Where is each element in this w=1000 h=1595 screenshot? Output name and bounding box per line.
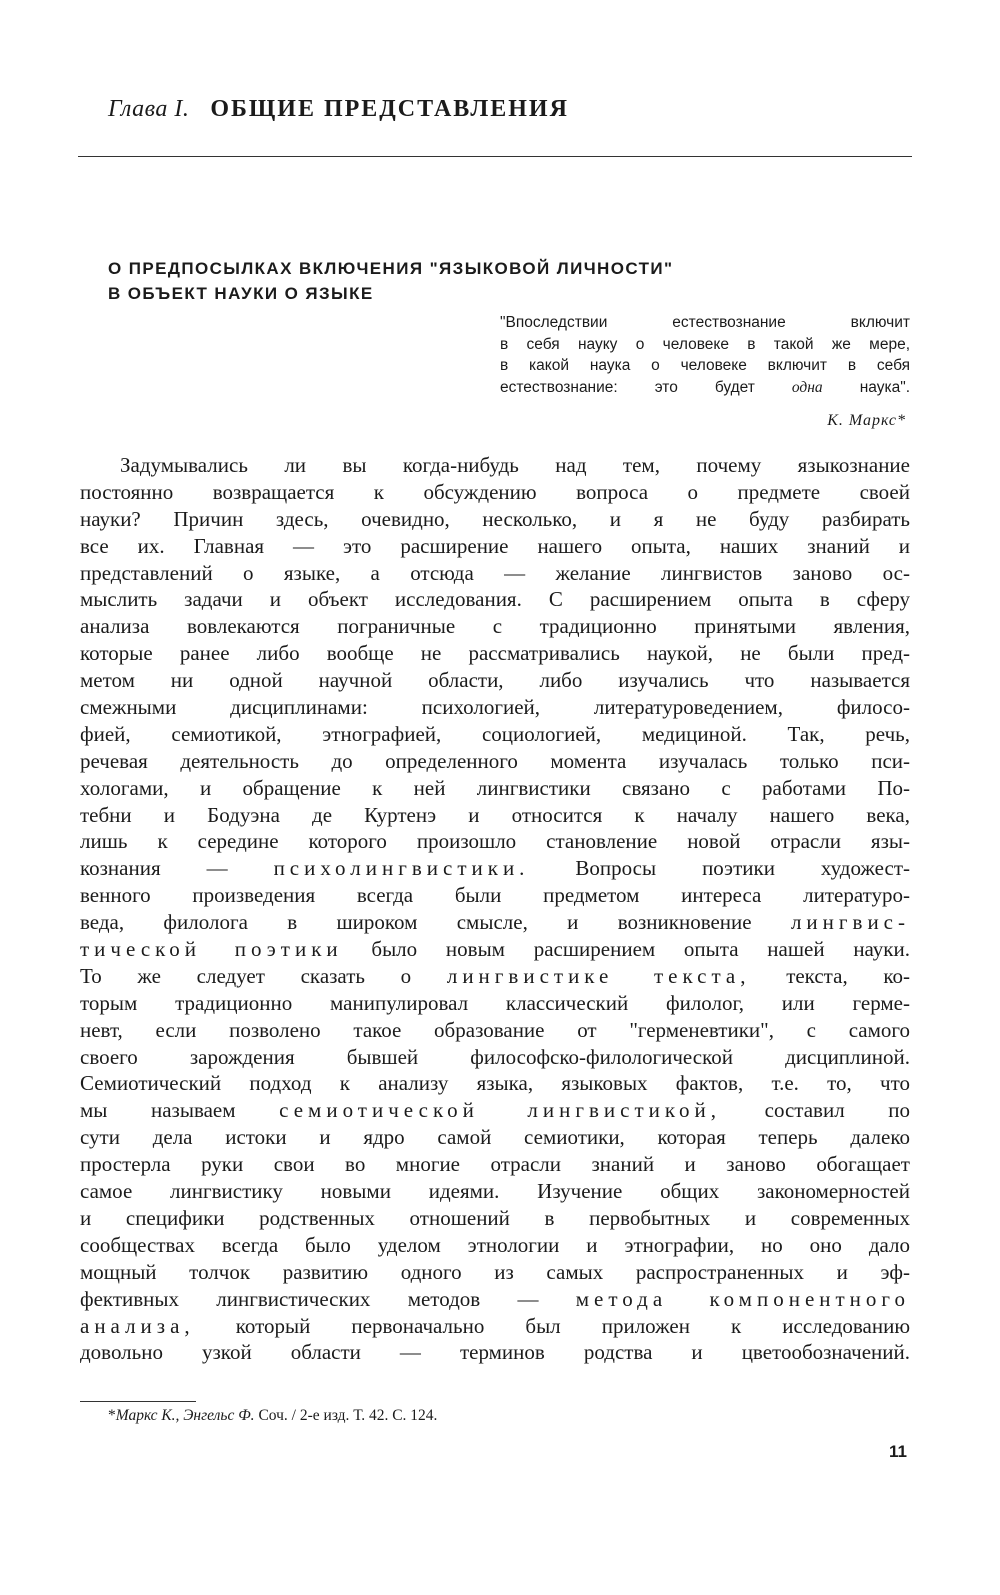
epigraph-author: К. Маркс* [827,412,906,429]
epigraph-line-4 [500,377,910,399]
body-line: смежными дисциплинами: психологией, литературоведением, филосо- [80,695,910,720]
epigraph-line-1: "Впоследствии естествознание включит [500,314,910,331]
body-text [80,452,910,1366]
body-text-run: Вопросы поэтики художест- [575,856,910,881]
header-rule [78,156,912,157]
spaced-term: тической поэтики [80,937,343,962]
body-line: которые ранее либо вообще не рассматривались наукой, не были пред- [80,641,910,666]
epigraph [500,312,910,398]
epigraph-line-3: в какой наука о человеке включит в себя [500,357,910,374]
body-line: анализа вовлекаются пограничные с традиционно принятыми явления, [80,614,910,639]
footnote-reference: Соч. / 2-е изд. Т. 42. С. 124. [258,1407,438,1424]
body-line: простерла руки свои во многие отрасли знаний и заново обогащает [80,1152,910,1177]
section-heading [108,256,908,306]
body-text-run: фективных лингвистических методов — [80,1286,539,1311]
body-line [80,936,910,963]
body-line: торым традиционно манипулировал классический филолог, или герме- [80,990,910,1015]
body-line: своего зарождения бывшей философско-филологической дисциплиной. [80,1044,910,1069]
chapter-header [108,96,569,123]
chapter-label: Глава I. [108,96,190,122]
body-line [80,1313,910,1340]
spaced-term: анализа, [80,1313,195,1338]
body-text-run: который первоначально был приложен к исследованию [235,1313,910,1338]
body-text-run: кознания — [80,856,228,881]
spaced-term: лингвистике текста, [446,963,751,988]
spaced-term: семиотической лингвистикой, [279,1098,722,1123]
body-line [80,1097,910,1124]
epigraph-text: наука". [859,378,911,396]
footnote [108,1407,437,1425]
spaced-term: психолингвистики. [273,856,530,881]
chapter-title: ОБЩИЕ ПРЕДСТАВЛЕНИЯ [210,96,569,122]
body-text-run: веда, филолога в широком смысле, и возникновение [80,910,752,935]
body-line: и специфики родственных отношений в первобытных и современных [80,1205,910,1230]
body-line [80,855,910,882]
body-line: самое лингвистику новыми идеями. Изучение общих закономерностей [80,1179,910,1204]
body-line: сути дела истоки и ядро самой семиотики, которая теперь далеко [80,1125,910,1150]
body-text-run: было новым расширением опыта нашей науки. [371,937,910,962]
body-text-run: То же следует сказать о [80,963,412,988]
epigraph-text: естествознание: это будет [500,378,755,396]
body-line: мощный толчок развитию одного из самых распространенных и эф- [80,1259,910,1284]
body-line: Задумывались ли вы когда-нибудь над тем, почему языкознание [120,453,910,477]
section-heading-line-2: В ОБЪЕКТ НАУКИ О ЯЗЫКЕ [108,284,374,303]
body-line: тебни и Бодуэна де Куртенэ и относится к началу нашего века, [80,802,910,827]
body-line: хологами, и обращение к ней лингвистики связано с работами По- [80,775,910,800]
footnote-rule [80,1401,196,1402]
body-line: представлений о языке, а отсюда — желание лингвистов заново ос- [80,560,910,585]
body-line: все их. Главная — это расширение нашего опыта, наших знаний и [80,533,910,558]
footnote-authors: Маркс К., Энгельс Ф. [115,1407,255,1424]
body-line: сообществах всегда было уделом этнологии и этнографии, но оно дало [80,1232,910,1257]
body-line: лишь к середине которого произошло становление новой отрасли язы- [80,829,910,854]
body-line: невт, если позволено такое образование от "герменевтики", с самого [80,1017,910,1042]
body-text-run: составил по [764,1098,910,1123]
spaced-term: лингвис- [790,910,910,935]
body-line: венного произведения всегда были предметом интереса литературо- [80,883,910,908]
body-line [80,1286,910,1313]
section-heading-line-1: О ПРЕДПОСЫЛКАХ ВКЛЮЧЕНИЯ "ЯЗЫКОВОЙ ЛИЧНОСТИ" [108,259,674,278]
body-line: метом ни одной научной области, либо изучались что называется [80,668,910,693]
body-line: постоянно возвращается к обсуждению вопроса о предмете своей [80,479,910,504]
body-line: науки? Причин здесь, очевидно, несколько, и я не буду разбирать [80,506,910,531]
body-line: мыслить задачи и объект исследования. С расширением опыта в сферу [80,587,910,612]
page-number: 11 [889,1442,907,1461]
body-line: фией, семиотикой, этнографией, социологией, медициной. Так, речь, [80,721,910,746]
body-text-run: мы называем [80,1098,236,1123]
spaced-term: метода компонентного [575,1286,910,1311]
footnote-marker: * [108,1407,116,1424]
body-line [80,963,910,990]
epigraph-line-2: в себя науку о человеке в такой же мере, [500,335,910,353]
epigraph-emphasis: одна [791,378,823,396]
body-line [80,909,910,936]
body-text-run: текста, ко- [786,963,910,988]
body-line: довольно узкой области — терминов родства и цветообозначений. [80,1340,910,1365]
body-line: речевая деятельность до определенного момента изучалась только пси- [80,748,910,773]
body-line: Семиотический подход к анализу языка, языковых фактов, т.е. то, что [80,1071,910,1096]
